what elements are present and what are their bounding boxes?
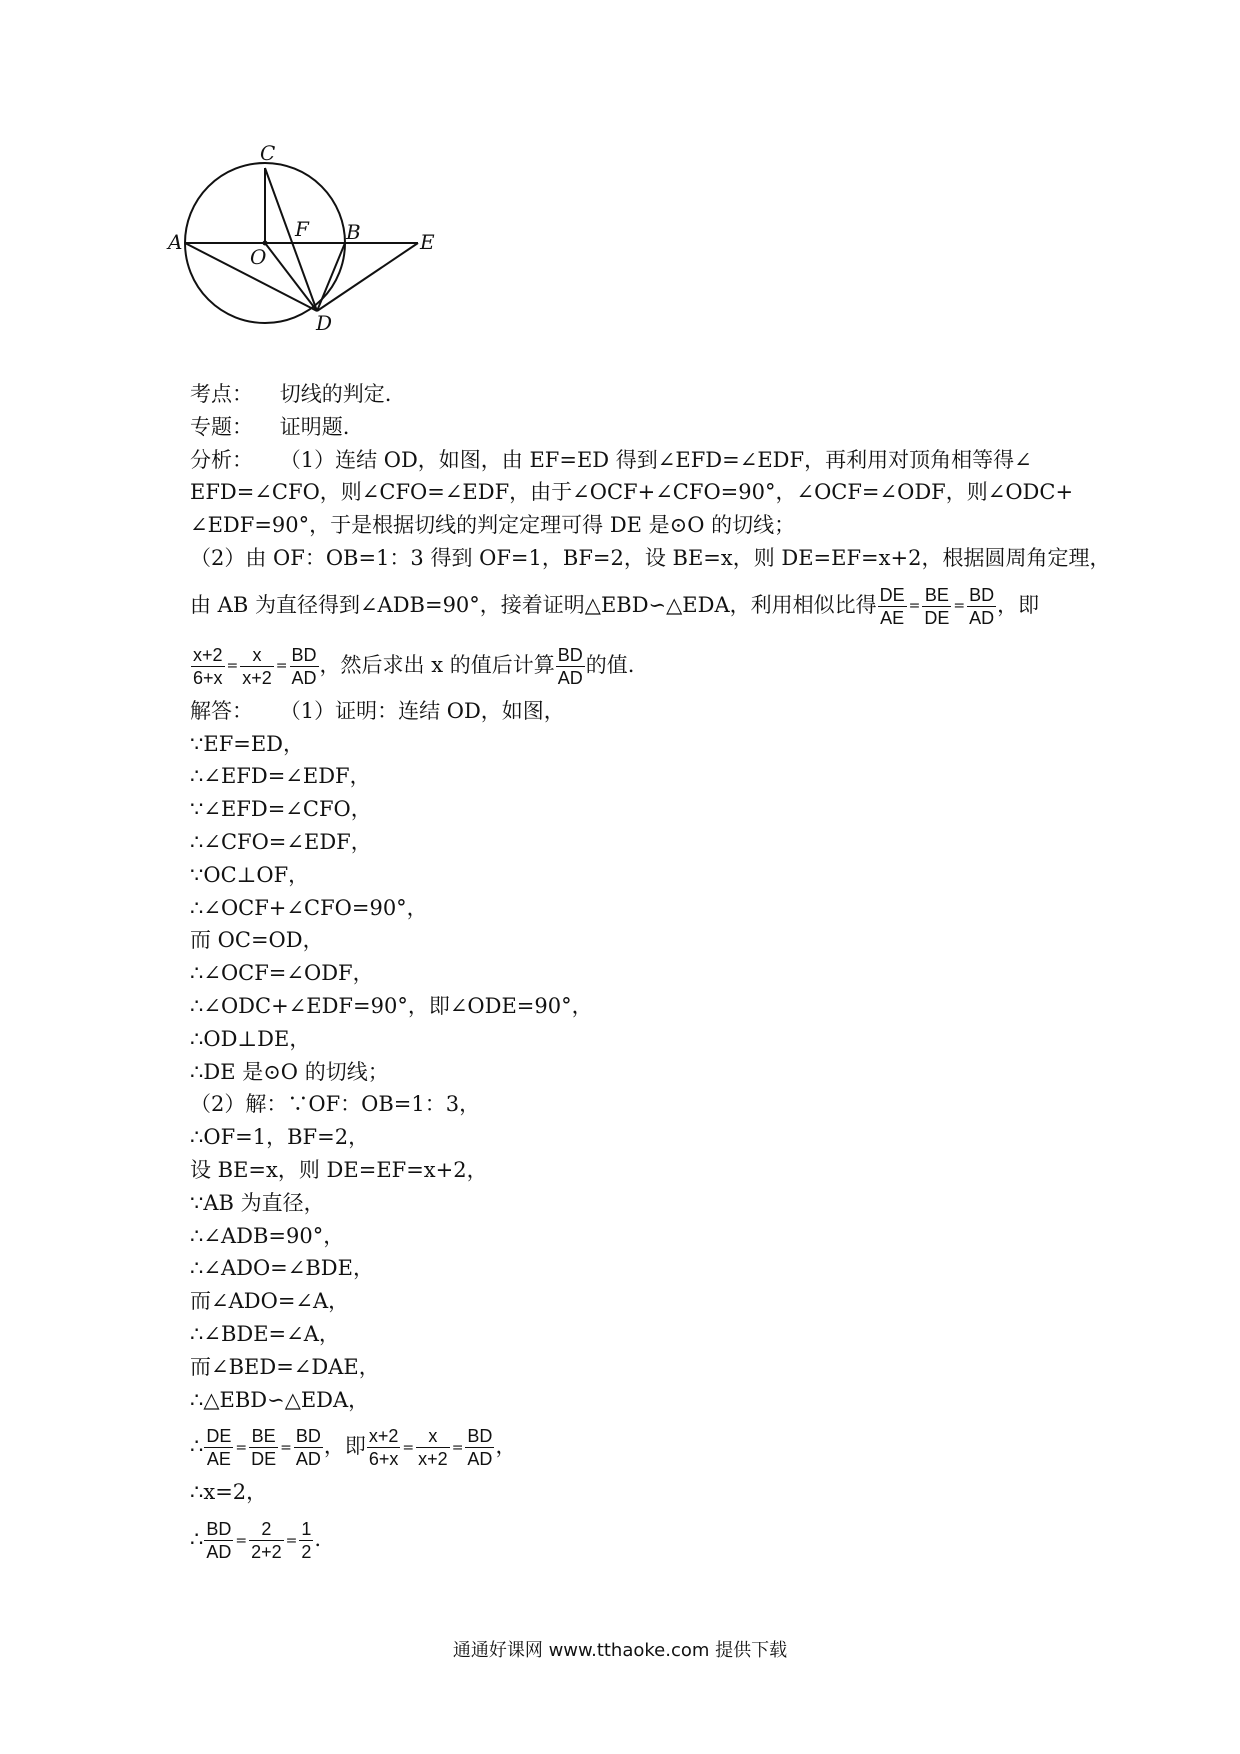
solution-step: ∴OD⊥DE，	[190, 1026, 311, 1051]
solution-step: ∴∠OCF+∠CFO=90°，	[190, 895, 428, 920]
fraction-xp2-6px: $\frac{x+2}{6+x}$	[368, 1426, 399, 1470]
fenxi-line-3: ∠EDF=90°，于是根据切线的判定定理可得 DE 是⊙O 的切线；	[190, 513, 796, 538]
fraction-bd-ad: $\frac{BD}{AD}$	[295, 1426, 321, 1470]
solution-step: ∴∠CFO=∠EDF，	[190, 829, 372, 854]
geometry-figure	[168, 141, 480, 373]
zhuanti-label: 专题：	[190, 414, 253, 439]
fraction-2-over-2p2: $\frac{2}{2+2}$	[251, 1519, 282, 1563]
footer-text: 通通好课网 www.tthaoke.com 提供下载	[452, 1640, 788, 1661]
fenxi-line-6: $\frac{x+2}{6+x}$ = $\frac{x}{x+2}$ = $\frac{BD}{AD}$ ，然后求出 x 的值后计算 $\frac{BD}{AD}$ 的值.	[193, 644, 635, 688]
label-c: C	[260, 141, 276, 165]
segment-cd	[265, 168, 317, 311]
fraction-bd-ad: $\frac{BD}{AD}$	[969, 584, 995, 628]
solution-step: 而∠BED=∠DAE，	[190, 1354, 380, 1379]
fraction-1-over-2: $\frac{1}{2}$	[301, 1519, 312, 1563]
solution-step: 而 OC=OD，	[190, 928, 324, 953]
fraction-be-de: $\frac{BE}{DE}$	[924, 584, 950, 628]
solution-label: 解答：	[190, 698, 253, 723]
solution-step: ∵OC⊥OF，	[190, 862, 310, 887]
fenxi-text-1: （1）连结 OD，如图，由 EF=ED 得到∠EFD=∠EDF，再利用对顶角相等得∠	[279, 447, 1032, 472]
solution-step: ∴DE 是⊙O 的切线；	[190, 1059, 389, 1084]
zhuanti-text: 证明题.	[279, 414, 350, 439]
label-a: A	[168, 230, 183, 254]
solution-step: ∵EF=ED，	[190, 731, 305, 756]
fenxi-line-5: 由 AB 为直径得到∠ADB=90°，接着证明△EBD∽△EDA，利用相似比得 $\frac{DE}{AE}$ = $\frac{BE}{DE}$ = $\frac{BD}{AD}$ ，即	[190, 584, 1040, 628]
solution-step: 设 BE=x，则 DE=EF=x+2，	[190, 1157, 488, 1182]
fraction-xp2-6px: $\frac{x+2}{6+x}$	[193, 644, 223, 688]
solution-step: ∴∠OCF=∠ODF，	[190, 961, 374, 986]
solution-step: ∴∠ADB=90°，	[190, 1223, 345, 1248]
fraction-bd-ad: $\frac{BD}{AD}$	[206, 1519, 232, 1563]
fraction-bd-ad: $\frac{BD}{AD}$	[557, 644, 583, 688]
solution-step: ∴OF=1，BF=2，	[190, 1125, 370, 1150]
fraction-de-ae: $\frac{DE}{AE}$	[879, 584, 905, 628]
fraction-bd-ad: $\frac{BD}{AD}$	[291, 644, 317, 688]
fenxi-line-4: （2）由 OF：OB=1：3 得到 OF=1，BF=2，设 BE=x，则 DE=EF=x+2，根据圆周角定理，	[190, 545, 1111, 570]
solution-step: 而∠ADO=∠A，	[190, 1289, 350, 1314]
solution-step: ∴∠ADO=∠BDE，	[190, 1256, 374, 1281]
label-f: F	[295, 217, 309, 241]
fraction-bd-ad: $\frac{BD}{AD}$	[467, 1426, 493, 1470]
fenxi-line-1	[190, 444, 1070, 477]
solution-step: ∴∠BDE=∠A，	[190, 1321, 340, 1346]
label-e: E	[420, 230, 435, 254]
solution-step: （2）解：∵OF：OB=1：3，	[190, 1092, 481, 1117]
solution-step: ∵AB 为直径，	[190, 1190, 325, 1215]
solution-line-0: 解答： （1）证明：连结 OD，如图，	[190, 698, 565, 723]
fraction-x-xp2: $\frac{x}{x+2}$	[242, 644, 272, 688]
segment-od	[265, 243, 317, 311]
x-result-line: ∴x=2，	[190, 1480, 268, 1505]
fenxi-label: 分析：	[190, 447, 253, 472]
fraction-de-ae: $\frac{DE}{AE}$	[206, 1426, 232, 1470]
kaodian-text: 切线的判定.	[279, 382, 392, 406]
kaodian-line	[190, 378, 1070, 411]
segment-de	[317, 243, 418, 311]
solution-step: ∵∠EFD=∠CFO，	[190, 797, 372, 822]
ratio-line: ∴ $\frac{DE}{AE}$ = $\frac{BE}{DE}$ = $\frac{BD}{AD}$ ，即 $\frac{x+2}{6+x}$ = $\frac{x}{x+2}$ = $\frac{BD}{AD}$ ，	[190, 1426, 517, 1470]
fenxi-line-2: EFD=∠CFO，则∠CFO=∠EDF，由于∠OCF+∠CFO=90°，∠OCF=∠ODF，则∠ODC+	[190, 480, 1074, 505]
fenxi-text-5: 由 AB 为直径得到∠ADB=90°，接着证明△EBD∽△EDA，利用相似比得	[190, 592, 877, 617]
fraction-be-de: $\frac{BE}{DE}$	[251, 1426, 277, 1470]
solution-step: ∴∠ODC+∠EDF=90°，即∠ODE=90°，	[190, 993, 593, 1018]
final-line: ∴ $\frac{BD}{AD}$ = $\frac{2}{2+2}$ = $\frac{1}{2}$ .	[190, 1519, 322, 1563]
solution-step: ∴∠EFD=∠EDF，	[190, 764, 371, 789]
label-d: D	[316, 311, 333, 335]
label-o: O	[250, 245, 267, 269]
solution-step: ∴△EBD∽△EDA，	[190, 1387, 370, 1412]
fraction-x-xp2: $\frac{x}{x+2}$	[418, 1426, 448, 1470]
kaodian-label: 考点：	[190, 382, 253, 406]
solution-content	[190, 378, 1111, 1569]
label-b: B	[346, 220, 361, 244]
zhuanti-line	[190, 411, 1070, 444]
circle-diagram	[168, 141, 480, 373]
